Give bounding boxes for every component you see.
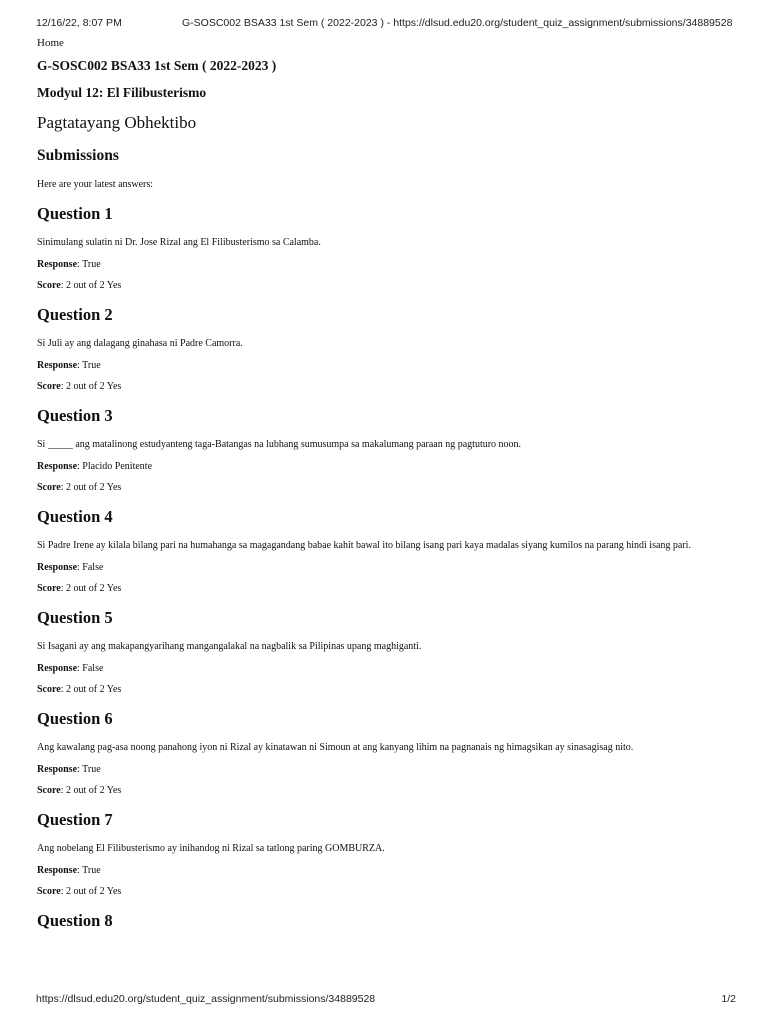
- question-text: Si _____ ang matalinong estudyanteng taga-Batangas na lubhang sumusumpa sa makalumang paraan ng pagtuturo noon.: [37, 439, 522, 450]
- question-text: Si Juli ay ang dalagang ginahasa ni Padre Camorra.: [37, 338, 243, 349]
- response-value: : True: [77, 360, 101, 371]
- score-line: [37, 381, 737, 392]
- score-label: Score: [37, 684, 61, 695]
- score-label: Score: [37, 583, 61, 594]
- question-2: [37, 305, 737, 392]
- score-line: [37, 886, 737, 897]
- response-label: Response: [37, 865, 78, 876]
- response-line: [37, 663, 737, 674]
- score-line: [37, 785, 737, 796]
- response-line: [37, 461, 737, 472]
- response-value: : False: [77, 562, 104, 573]
- score-value: : 2 out of 2 Yes: [60, 381, 122, 392]
- question-text: Si Padre Irene ay kilala bilang pari na humahanga sa magagandang babae kahit bawal ito bilang isang pari kaya madalas siyang kumilos na parang hindi isang pari.: [37, 540, 691, 551]
- response-line: [37, 764, 737, 775]
- question-5: [37, 608, 737, 695]
- score-label: Score: [37, 280, 61, 291]
- response-label: Response: [37, 259, 78, 270]
- score-value: : 2 out of 2 Yes: [60, 785, 122, 796]
- response-label: Response: [37, 663, 78, 674]
- question-1: [37, 204, 737, 291]
- question-heading: Question 3: [37, 406, 113, 425]
- score-label: Score: [37, 886, 61, 897]
- score-value: : 2 out of 2 Yes: [60, 280, 122, 291]
- module-title: Modyul 12: El Filibusterismo: [37, 85, 207, 100]
- score-line: [37, 684, 737, 695]
- print-header: [0, 17, 768, 31]
- response-value: : Placido Penitente: [77, 461, 153, 472]
- home-link[interactable]: Home: [37, 37, 64, 49]
- response-label: Response: [37, 562, 78, 573]
- score-value: : 2 out of 2 Yes: [60, 684, 122, 695]
- score-value: : 2 out of 2 Yes: [60, 886, 122, 897]
- response-value: : False: [77, 663, 104, 674]
- response-value: : True: [77, 259, 101, 270]
- print-title: G-SOSC002 BSA33 1st Sem ( 2022-2023 ) - https://dlsud.edu20.org/student_quiz_assignment/submissions/34889528: [182, 17, 733, 29]
- score-value: : 2 out of 2 Yes: [60, 482, 122, 493]
- question-4: [37, 507, 737, 594]
- response-value: : True: [77, 865, 101, 876]
- response-line: [37, 562, 737, 573]
- question-heading: Question 8: [37, 911, 113, 930]
- intro-text: Here are your latest answers:: [37, 179, 154, 190]
- question-heading: Question 1: [37, 204, 113, 223]
- response-line: [37, 865, 737, 876]
- course-title: G-SOSC002 BSA33 1st Sem ( 2022-2023 ): [37, 58, 277, 73]
- question-text: Ang nobelang El Filibusterismo ay inihandog ni Rizal sa tatlong paring GOMBURZA.: [37, 843, 385, 854]
- score-value: : 2 out of 2 Yes: [60, 583, 122, 594]
- score-label: Score: [37, 381, 61, 392]
- question-8: [37, 911, 737, 931]
- response-label: Response: [37, 461, 78, 472]
- question-text: Si Isagani ay ang makapangyarihang mangangalakal na nagbalik sa Pilipinas upang maghiganti.: [37, 641, 422, 652]
- question-heading: Question 6: [37, 709, 113, 728]
- print-datetime: 12/16/22, 8:07 PM: [36, 17, 122, 29]
- question-heading: Question 4: [37, 507, 113, 526]
- page-number: 1/2: [721, 993, 736, 1005]
- question-7: [37, 810, 737, 897]
- score-line: [37, 583, 737, 594]
- response-label: Response: [37, 764, 78, 775]
- response-label: Response: [37, 360, 78, 371]
- response-value: : True: [77, 764, 101, 775]
- question-3: [37, 406, 737, 493]
- question-text: Sinimulang sulatin ni Dr. Jose Rizal ang El Filibusterismo sa Calamba.: [37, 237, 321, 248]
- response-line: [37, 259, 737, 270]
- question-text: Ang kawalang pag-asa noong panahong iyon ni Rizal ay kinatawan ni Simoun at ang kanyang lihim na pagnanais ng himagsikan ay sinasagisag nito.: [37, 742, 634, 753]
- quiz-title: Pagtatayang Obhektibo: [37, 113, 197, 132]
- score-label: Score: [37, 482, 61, 493]
- question-heading: Question 7: [37, 810, 113, 829]
- print-footer-url: https://dlsud.edu20.org/student_quiz_assignment/submissions/34889528: [36, 993, 376, 1005]
- score-label: Score: [37, 785, 61, 796]
- question-heading: Question 5: [37, 608, 113, 627]
- question-heading: Question 2: [37, 305, 113, 324]
- score-line: [37, 482, 737, 493]
- submissions-heading: Submissions: [37, 147, 119, 164]
- print-footer: [0, 993, 768, 1007]
- score-line: [37, 280, 737, 291]
- response-line: [37, 360, 737, 371]
- page-content: [37, 37, 737, 931]
- question-6: [37, 709, 737, 796]
